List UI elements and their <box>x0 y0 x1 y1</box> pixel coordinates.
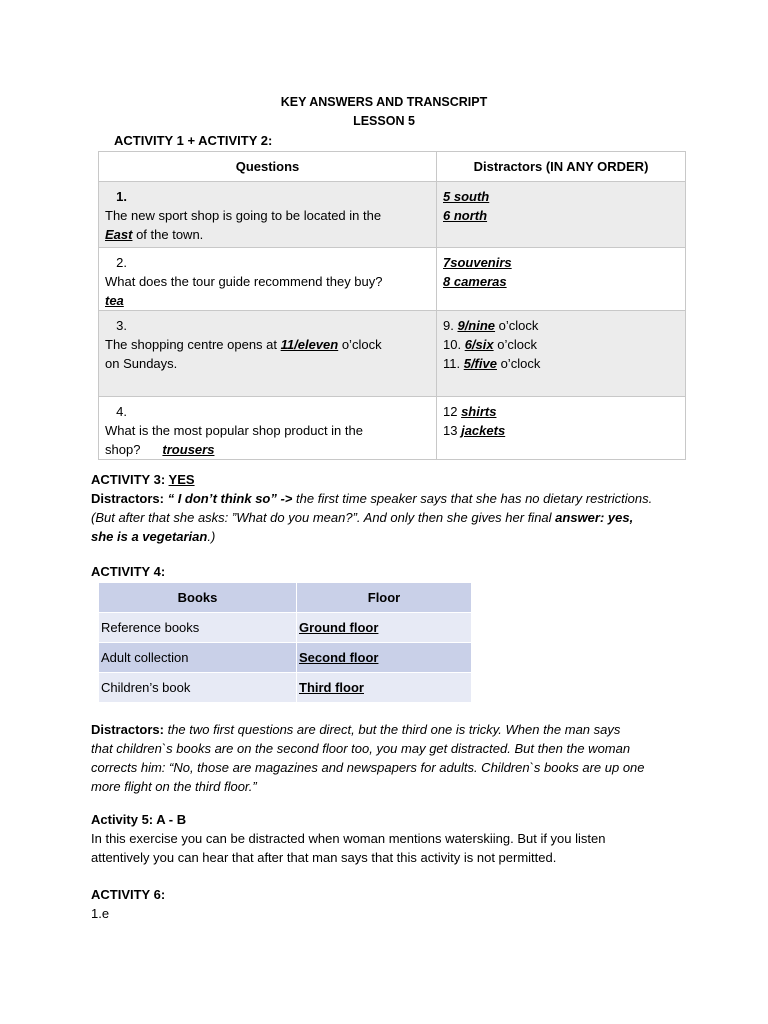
distractors-label: Distractors: <box>91 491 168 506</box>
question-answer: tea <box>105 293 124 308</box>
explanation-text: (But after that she asks: ”What do you mean?”. And only then she gives her final <box>91 510 556 525</box>
distractor-suffix: o’clock <box>495 318 539 333</box>
distractor: 6 north <box>443 208 488 223</box>
floor-cell: Third floor <box>297 673 472 703</box>
question-number: 1. <box>116 189 127 204</box>
distractor-number: 9. <box>443 318 458 333</box>
question-number: 3. <box>116 318 127 333</box>
distractor: 9/nine <box>457 318 496 333</box>
floor-cell: Ground floor <box>297 613 472 643</box>
activity-5-section <box>91 810 691 867</box>
floor-header: Floor <box>297 583 472 613</box>
answer-item: 1.e <box>91 906 110 921</box>
final-answer: answer: yes, <box>555 510 634 525</box>
book-cell: Children’s book <box>99 673 297 703</box>
question-text-line2: on Sundays. <box>105 356 178 371</box>
table-row <box>99 311 686 397</box>
activity-5-label: Activity 5: A - B <box>91 812 187 827</box>
questions-table <box>98 151 686 460</box>
question-text-end: of the town. <box>132 227 204 242</box>
lesson-title: LESSON 5 <box>353 114 415 128</box>
question-text: What is the most popular shop product in the <box>105 423 363 438</box>
table-row <box>99 673 472 703</box>
question-answer: East <box>105 227 133 242</box>
explanation-text: .) <box>207 529 216 544</box>
distractor: shirts <box>461 404 497 419</box>
floor-cell: Second floor <box>297 643 472 673</box>
question-text: The new sport shop is going to be located in the <box>105 208 382 223</box>
activity-4-distractors <box>91 720 691 796</box>
explanation-text: the two first questions are direct, but the third one is tricky. When the man says <box>163 722 621 737</box>
distractor: jackets <box>461 423 506 438</box>
distractor-quote: “ I don’t think so” -> <box>167 491 293 506</box>
table-row <box>99 613 472 643</box>
activity-1-2-heading: ACTIVITY 1 + ACTIVITY 2: <box>114 133 273 148</box>
explanation-text: that children`s books are on the second floor too, you may get distracted. But then the woman <box>91 741 631 756</box>
book-cell: Reference books <box>99 613 297 643</box>
table-row <box>99 643 472 673</box>
table-row <box>99 397 686 460</box>
question-text: What does the tour guide recommend they buy? <box>105 274 383 289</box>
question-text: The shopping centre opens at <box>105 337 281 352</box>
activity-4-label: ACTIVITY 4: <box>91 564 166 579</box>
questions-header: Questions <box>99 152 437 182</box>
books-floor-table <box>98 582 472 703</box>
distractor-suffix: o’clock <box>496 356 541 371</box>
activity-6-section <box>91 885 691 923</box>
question-answer: 11/eleven <box>280 337 339 352</box>
explanation-text: more flight on the third floor.” <box>91 779 257 794</box>
distractor-number: 10. <box>443 337 465 352</box>
question-number: 4. <box>116 404 127 419</box>
books-header: Books <box>99 583 297 613</box>
distractor: 7souvenirs <box>443 255 512 270</box>
document-title: KEY ANSWERS AND TRANSCRIPT <box>280 95 488 109</box>
distractor-number: 12 <box>443 404 462 419</box>
distractor-number: 11. <box>443 356 464 371</box>
question-text-end: o’clock <box>338 337 382 352</box>
activity-3-answer: YES <box>168 472 195 487</box>
final-answer-cont: she is a vegetarian <box>91 529 208 544</box>
table-row <box>99 248 686 311</box>
distractor: 5/five <box>463 356 497 371</box>
explanation-text: In this exercise you can be distracted when woman mentions waterskiing. But if you listen <box>91 831 606 846</box>
explanation-text: attentively you can hear that after that man says that this activity is not permitted. <box>91 850 557 865</box>
distractor-number: 13 <box>443 423 462 438</box>
explanation-text: the first time speaker says that she has no dietary restrictions. <box>292 491 653 506</box>
distractor: 5 south <box>443 189 490 204</box>
distractor: 8 cameras <box>443 274 507 289</box>
distractors-label: Distractors: <box>91 722 164 737</box>
distractors-header: Distractors (IN ANY ORDER) <box>437 152 686 182</box>
table-row <box>99 182 686 248</box>
activity-3-section <box>91 470 691 546</box>
explanation-text: corrects him: “No, those are magazines and newspapers for adults. Children`s books are up one <box>91 760 645 775</box>
question-answer: trousers <box>162 442 215 457</box>
distractor-suffix: o’clock <box>493 337 537 352</box>
question-number: 2. <box>116 255 127 270</box>
question-text-line2: shop? <box>105 442 141 457</box>
distractor: 6/six <box>464 337 494 352</box>
book-cell: Adult collection <box>99 643 297 673</box>
activity-6-label: ACTIVITY 6: <box>91 887 166 902</box>
activity-3-label: ACTIVITY 3: <box>91 472 169 487</box>
